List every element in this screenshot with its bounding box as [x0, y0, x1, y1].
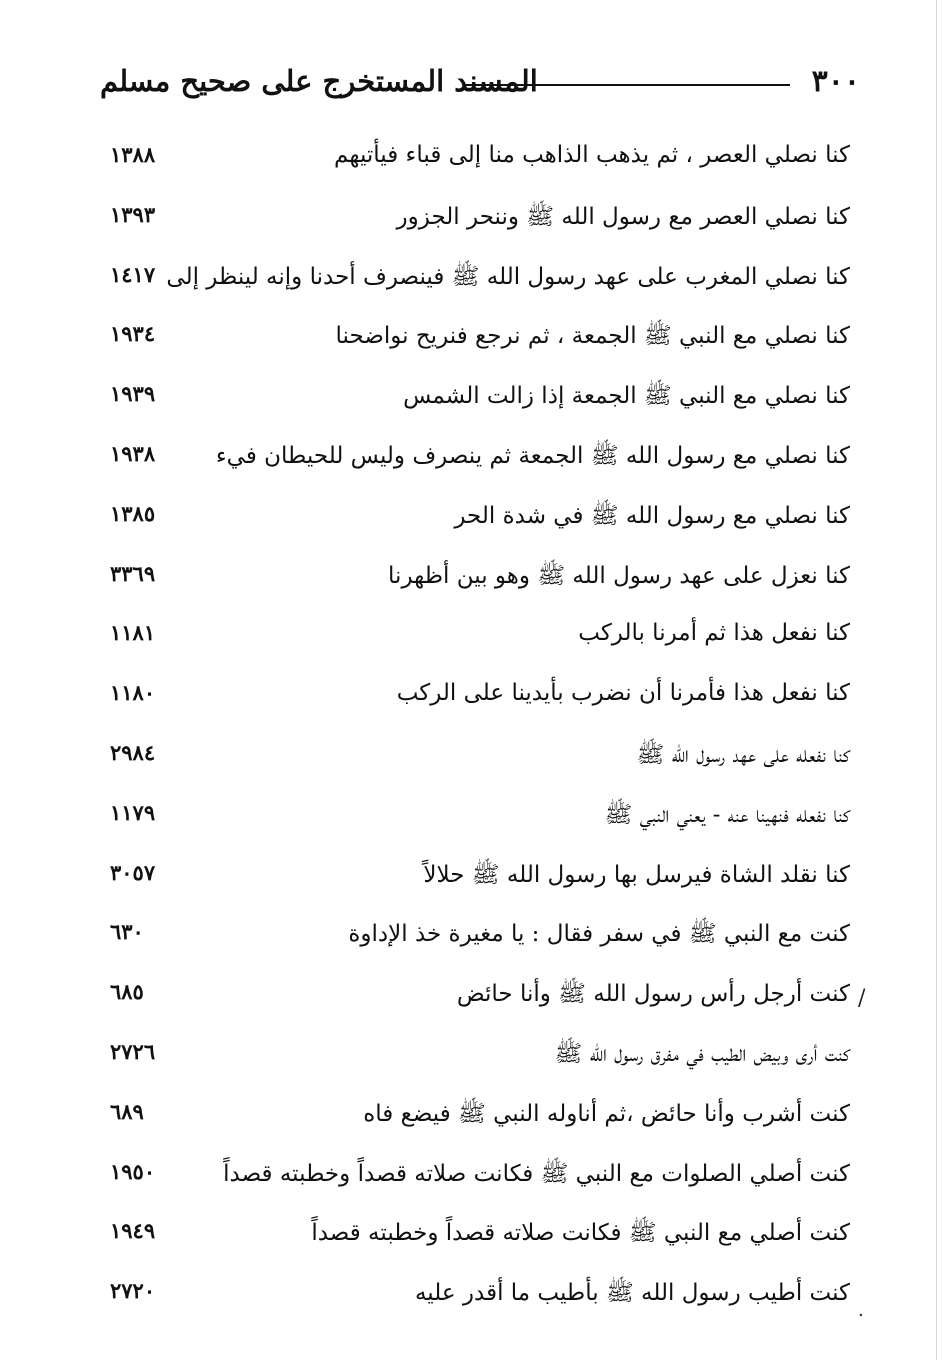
entry-text: كنا نصلي المغرب على عهد رسول الله ﷺ فينصرف أحدنا وإنه لينظر إلى [166, 263, 850, 290]
index-entry [100, 1208, 850, 1268]
index-entry [100, 132, 850, 192]
entry-text: كنا نقلد الشاة فيرسل بها رسول الله ﷺ حلالاً [423, 861, 850, 888]
entry-text: كنا نصلي مع رسول الله ﷺ في شدة الحر [454, 502, 850, 529]
entry-text: كنا نفعل هذا فأمرنا أن نضرب بأيدينا على الركب [396, 680, 850, 707]
entry-text: كنا نصلي مع النبي ﷺ الجمعة إذا زالت الشمس [403, 383, 850, 410]
entry-text: كنا نفعل هذا ثم أمرنا بالركب [578, 620, 850, 647]
entry-number: ١٤١٧ [110, 261, 156, 287]
book-title: المسند المستخرج على صحيح مسلم [100, 64, 538, 98]
index-entry [100, 1029, 850, 1089]
index-entry [100, 371, 850, 431]
entry-text: كنت أصلي مع النبي ﷺ فكانت صلاته قصداً وخطبته قصداً [311, 1220, 850, 1247]
entry-number: ١٩٥٠ [110, 1158, 156, 1184]
index-entry [100, 551, 850, 611]
margin-mark: / [858, 986, 866, 1011]
page-number: ٣٠٠ [811, 64, 860, 99]
entry-text: كنت أرجل رأس رسول الله ﷺ وأنا حائض [456, 981, 850, 1008]
index-entry [100, 252, 850, 312]
entry-number: ٢٩٨٤ [110, 739, 156, 765]
index-entry [100, 850, 850, 910]
entry-text: كنا نفعله فنهينا عنه - يعني النبي ﷺ [604, 801, 850, 828]
index-entry [100, 311, 850, 371]
index-entry [100, 790, 850, 850]
entry-number: ١٩٣٩ [110, 381, 156, 407]
index-entry [100, 192, 850, 252]
entry-number: ٣٣٦٩ [110, 560, 156, 586]
entry-number: ١١٨٠ [110, 680, 156, 706]
entry-text: كنا نفعله على عهد رسول الله ﷺ [636, 741, 850, 768]
scan-edge-line [936, 0, 937, 1360]
entry-text: كنت أصلي الصلوات مع النبي ﷺ فكانت صلاته قصداً وخطبته قصداً [223, 1160, 850, 1187]
entry-text: كنت مع النبي ﷺ في سفر فقال : يا مغيرة خذ الإداوة [348, 921, 850, 948]
entry-text: كنت أشرب وأنا حائض ،ثم أناوله النبي ﷺ فيضع فاه [363, 1100, 850, 1127]
entry-number: ٣٠٥٧ [110, 859, 156, 885]
entry-text: كنا نصلي مع رسول الله ﷺ الجمعة ثم ينصرف وليس للحيطان فيء [215, 442, 850, 469]
entry-number: ٦٣٠ [110, 919, 144, 945]
margin-mark: ٠ [856, 1304, 866, 1325]
entry-number: ١٣٨٨ [110, 142, 156, 167]
index-entry [100, 1089, 850, 1149]
entry-number: ١٩٤٩ [110, 1218, 156, 1244]
entry-number: ١٩٣٨ [110, 440, 156, 466]
index-entries [100, 132, 850, 1328]
index-entry [100, 969, 850, 1029]
index-entry [100, 491, 850, 551]
entry-number: ١١٨١ [110, 620, 156, 646]
entry-number: ١٩٣٤ [110, 321, 156, 347]
entry-number: ٢٧٢٦ [110, 1038, 156, 1064]
entry-text: كنت أرى وبيض الطيب في مفرق رسول الله ﷺ [554, 1040, 850, 1067]
index-entry [100, 431, 850, 491]
entry-number: ٦٨٥ [110, 979, 144, 1005]
entry-text: كنت أطيب رسول الله ﷺ بأطيب ما أقدر عليه [414, 1280, 850, 1307]
page-header [100, 62, 860, 110]
entry-number: ١٣٩٣ [110, 201, 156, 227]
entry-text: كنا نصلي مع النبي ﷺ الجمعة ، ثم نرجع فنريح نواضحنا [335, 323, 850, 350]
index-entry [100, 730, 850, 790]
index-entry [100, 909, 850, 969]
index-entry [100, 610, 850, 670]
entry-number: ٦٨٩ [110, 1098, 144, 1124]
index-entry [100, 1268, 850, 1328]
entry-text: كنا نعزل على عهد رسول الله ﷺ وهو بين أظهرنا [388, 562, 850, 589]
index-entry [100, 1149, 850, 1209]
entry-number: ٢٧٢٠ [110, 1278, 156, 1304]
entry-text: كنا نصلي العصر مع رسول الله ﷺ وننحر الجزور [396, 203, 850, 230]
entry-text: كنا نصلي العصر ، ثم يذهب الذاهب منا إلى قباء فيأتيهم [334, 142, 850, 168]
entry-number: ١١٧٩ [110, 799, 156, 825]
entry-number: ١٣٨٥ [110, 500, 156, 526]
index-entry [100, 670, 850, 730]
